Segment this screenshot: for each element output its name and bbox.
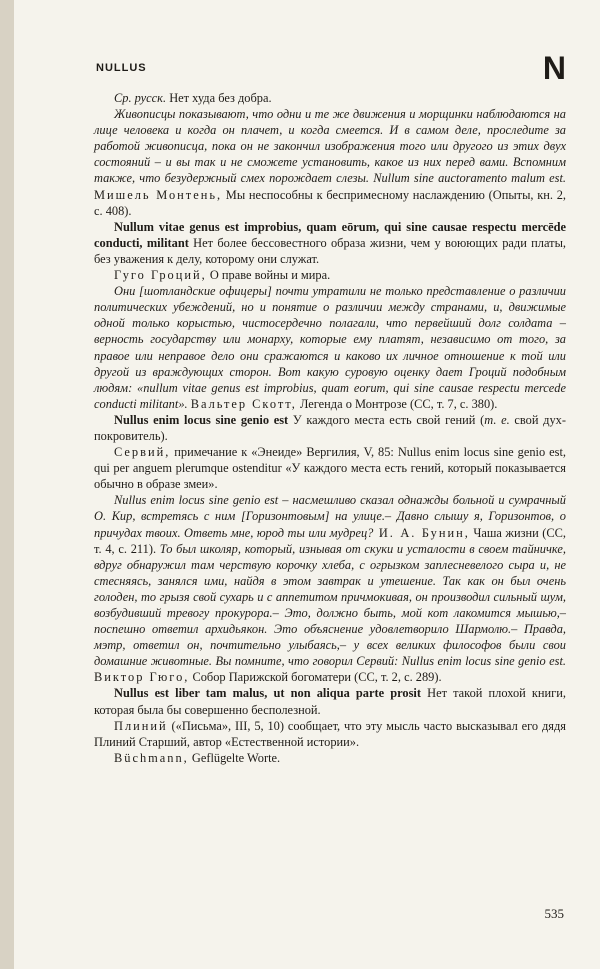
paragraph-russian-equivalent <box>94 90 566 106</box>
entry-translation: У каждого места есть свой гений ( <box>288 412 485 427</box>
source-reference: Собор Парижской богоматери (СС, т. 2, с. 289). <box>189 670 442 685</box>
author-name: Сервий, <box>114 445 171 460</box>
abbrev-compare: Ср. русск. <box>114 91 167 105</box>
page-header <box>94 52 566 88</box>
page-body <box>94 90 566 766</box>
author-name: Мишель Монтень, <box>94 187 223 202</box>
source-reference: Чаша жизни (СС, т. 4, с. 211). <box>94 525 566 556</box>
source-reference: Geflügelte Worte. <box>188 750 281 765</box>
section-letter: N <box>542 50 566 86</box>
montaigne-quote-text: Живописцы показывают, что одни и те же движения и морщинки наблюдаются на лице человека и когда он плачет, и когда смеется. И в самом деле, проследите за работой живописца, пока он не закончил изображения того или другого из этих двух состояний – и вы так и не сможете установить, какое из них перед вами. Вспомним также, что безудержный смех порождает слезы. <box>94 107 566 186</box>
paragraph-servius-source <box>94 444 566 492</box>
source-reference: Легенда о Монтрозе (СС, т. 7, с. 380). <box>296 396 498 411</box>
running-head: NULLUS <box>96 62 147 74</box>
source-reference: О праве войны и мира. <box>206 268 331 283</box>
paragraph-entry-nullus-liber <box>94 685 566 717</box>
entry-translation: Нет такой плохой книги, которая была бы совершенно бесполезной. <box>94 686 566 717</box>
source-reference: примечание к «Энеиде» Вергилия, V, 85: Nullus enim locus sine genio est, qui per anguem plerumque ostenditur «У каждого места есть гений, который показывается обычно в образе змеи». <box>94 445 566 492</box>
entry-headword: Nullus est liber tam malus, ut non aliqua parte prosit <box>114 686 421 701</box>
author-name: Büchmann, <box>114 750 189 765</box>
paragraph-pliny-source <box>94 718 566 750</box>
author-name: И. А. Бунин, <box>373 525 470 540</box>
author-name: Плиний <box>114 718 168 733</box>
paragraph-buchmann-source <box>94 750 566 766</box>
bunin-quote-text: Nullus enim locus sine genio est – насмешливо сказал однажды больной и сумрачный О. Кир, встретясь с ним [Горизонтовым] на улице.– Давно слышу я, Горизонтов, о причудах твоих. Ответь мне, юрод ты или мудрец? <box>94 493 566 540</box>
proverb-text: Нет худа без добра. <box>166 91 272 105</box>
author-name: Вальтер Скотт, <box>190 396 297 411</box>
paragraph-grotius-source <box>94 267 566 283</box>
paragraph-entry-nullus-locus <box>94 412 566 444</box>
scott-quote-text: Они [шотландские офицеры] почти утратили не только представление о различии политических убеждений, но и понятие о различии между странами, и, движимые одной только корыстью, чистосердечно полагали, что первейший долг солдата – верность государству или монарху, которые ему платят, независимо от того, за правое или неправое дело они сражаются и каково их личное отношение к той или другой из враждующих сторон. Вот какую суровую оценку дает Гроций подобным людям: «nullum vitae genus est improbius, quam eorum, qui sine causae respectu mercede conducti militant». <box>94 284 566 411</box>
hugo-quote-text: То был школяр, который, изнывая от скуки и усталости в своем тайничке, вдруг обнаружил там черствую корочку хлеба, с огрызком заплесневелого сыра и, не стесняясь, занялся ими, найдя в этом завтрак и утешение. Так как он был очень голоден, то грызя свой сухарь и с аппетитом причмокивая, он производил сильный шум, возбудивший тревогу прокурора.– Это, должно быть, мой кот лакомится мышью,– поспешно ответил архидьякон. Это объяснение удовлетворило Шармолю.– Правда, мэтр, ответил он, почтительно улыбаясь,– у всех великих философов были свои домашние животные. Вы помните, что говорил Сервий: Nullus enim locus sine genio est. <box>94 541 566 669</box>
author-name: Виктор Гюго, <box>94 670 190 685</box>
entry-translation: Нет более бессовестного образа жизни, чем у воюющих ради платы, без уважения к делу, которому они служат. <box>94 235 567 266</box>
entry-headword: Nullus enim locus sine genio est <box>114 412 289 427</box>
paragraph-bunin-hugo-quotes <box>94 492 566 685</box>
entry-headword: Nullum vitae genus est improbius, quam eōrum, qui sine causae respectu mercēde conducti, militant <box>94 219 566 250</box>
paragraph-entry-nullum-vitae <box>94 219 566 267</box>
paragraph-scott-quote <box>94 283 566 412</box>
latin-phrase: Nullum sine auctoramento malum est. <box>373 171 566 186</box>
author-name: Гуго Гроций, <box>114 268 207 283</box>
page-number: 535 <box>544 906 564 921</box>
source-reference: Мы неспособны к беспримесному наслаждению (Опыты, кн. 2, с. 408). <box>94 187 566 218</box>
entry-translation-end: свой дух-покровитель). <box>94 412 566 443</box>
abbrev-that-is: т. е. <box>484 412 510 427</box>
paragraph-montaigne-quote <box>94 106 566 219</box>
source-reference: («Письма», III, 5, 10) сообщает, что эту мысль часто высказывал его дядя Плиний Старший, автор «Естественной истории». <box>94 718 566 749</box>
